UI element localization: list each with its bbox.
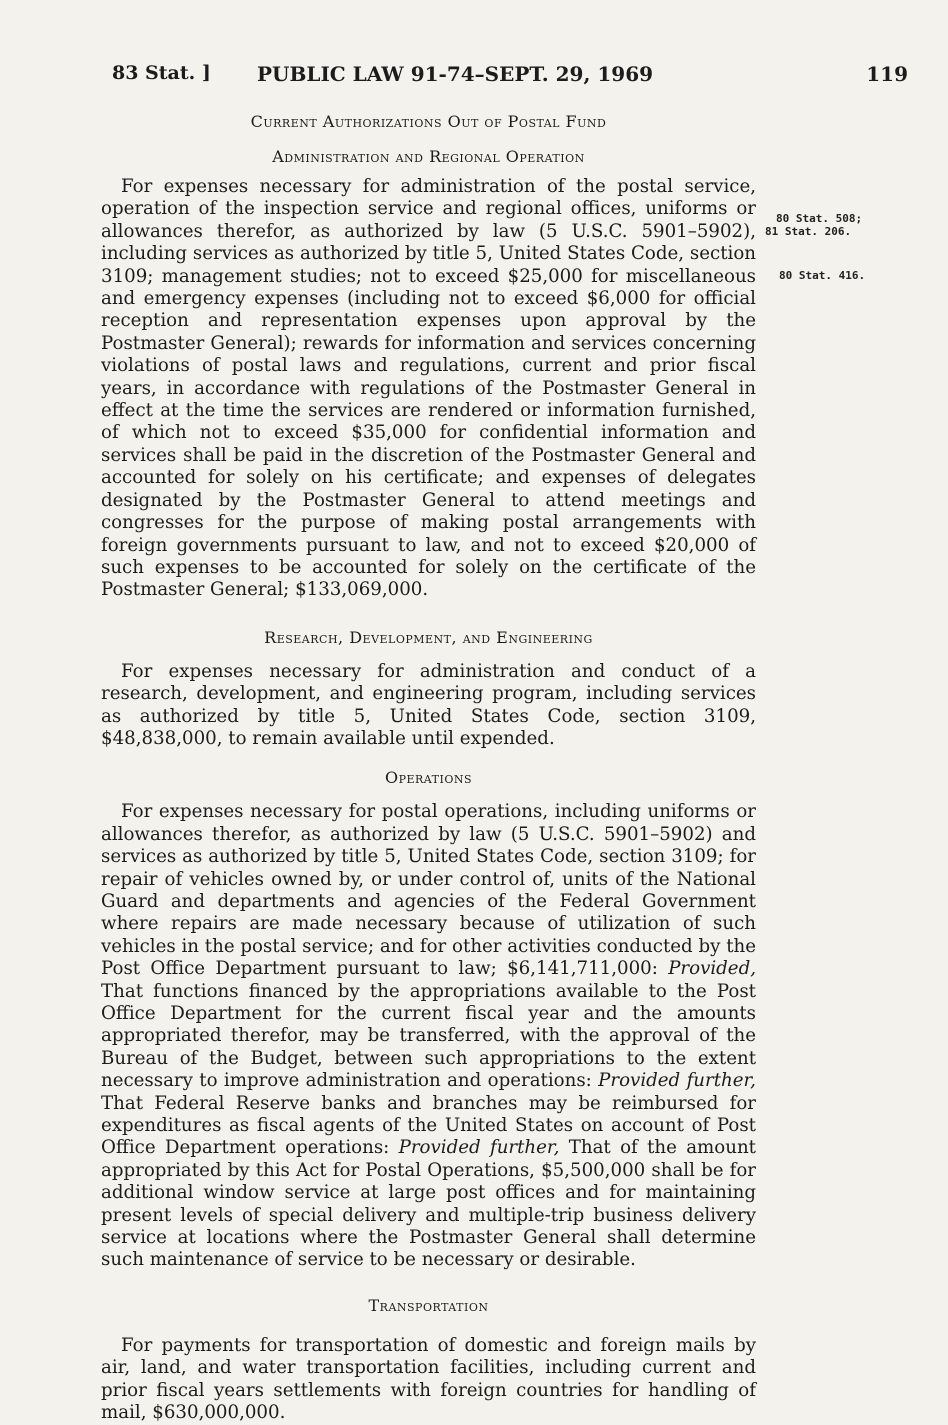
provided-2: Provided further,: [598, 1070, 756, 1092]
transportation-heading: Transportation: [368, 1295, 489, 1315]
research-heading: Research, Development, and Engineering: [264, 627, 593, 647]
public-law-title: PUBLIC LAW 91-74–SEPT. 29, 1969: [257, 62, 654, 86]
operations-text-1: For expenses necessary for postal operations, including uniforms or allowances therefor, as authorized by law (5 U.S.C. 5901–5902) and services as authorized by title 5, United States Code, section 3109; for repair of vehicles owned by, or under control of, units of the National Guard and departments and agencies of the Federal Government where repairs are made necessary because of utilization of such vehicles in the postal service; and for other activities conducted by the Post Office Department pursuant to law; $6,141,711,000:: [101, 801, 756, 980]
provided-3: Provided further,: [398, 1137, 560, 1159]
page-number: 119: [866, 62, 908, 86]
page-header: [112, 62, 908, 90]
margin-note-3: 80 Stat. 416.: [779, 269, 866, 282]
margin-note-1: 80 Stat. 508;: [776, 212, 863, 225]
operations-paragraph: [101, 801, 756, 1272]
document-body: [101, 108, 756, 1425]
operations-heading: Operations: [384, 768, 473, 788]
provided-1: Provided,: [668, 958, 756, 980]
main-heading: Current Authorizations Out of Postal Fund: [250, 112, 607, 131]
operations-text-4: That of the amount appropriated by this Act for Postal Operations, $5,500,000 shall be for additional window service at large post offices and for maintaining present levels of special delivery and multiple-trip business delivery service at locations where the Postmaster General shall determine such maintenance of service to be necessary or desirable.: [101, 1137, 756, 1271]
transportation-paragraph: For payments for transportation of domestic and foreign mails by air, land, and water transportation facilities, including current and prior fiscal years settlements with foreign countries for handling of mail, $630,000,000.: [101, 1334, 756, 1424]
operations-text-2: That functions financed by the appropriations available to the Post Office Department for the current fiscal year and the amounts appropriated therefor, may be transferred, with the approval of the Bureau of the Budget, between such appropriations to the extent necessary to improve administration and operations:: [101, 980, 756, 1092]
operations-text-3: That Federal Reserve banks and branches may be reimbursed for expenditures as fiscal agents of the United States on account of Post Office Department operations:: [101, 1092, 756, 1159]
admin-paragraph: For expenses necessary for administration of the postal service, operation of the inspection service and regional offices, uniforms or allowances therefor, as authorized by law (5 U.S.C. 5901–5902), including services as authorized by title 5, United States Code, section 3109; management studies; not to exceed $25,000 for miscellaneous and emergency expenses (including not to exceed $6,000 for official reception and representation expenses upon approval by the Postmaster General); rewards for information and services concerning violations of postal laws and regulations, current and prior fiscal years, in accordance with regulations of the Postmaster General in effect at the time the services are rendered or information furnished, of which not to exceed $35,000 for confidential information and services shall be paid in the discretion of the Postmaster General and accounted for solely on his certificate; and expenses of delegates designated by the Postmaster General to attend meetings and congresses for the purpose of making postal arrangements with foreign governments pursuant to law, and not to exceed $20,000 of such expenses to be accounted for solely on the certificate of the Postmaster General; $133,069,000.: [101, 176, 756, 601]
statute-volume: 83 Stat. ]: [112, 62, 211, 84]
admin-heading: Administration and Regional Operation: [272, 147, 585, 166]
research-paragraph: For expenses necessary for administration and conduct of a research, development, and engineering program, including services as authorized by title 5, United States Code, section 3109, $48,838,000, to remain available until expended.: [101, 660, 756, 749]
margin-note-2: 81 Stat. 206.: [765, 225, 852, 238]
